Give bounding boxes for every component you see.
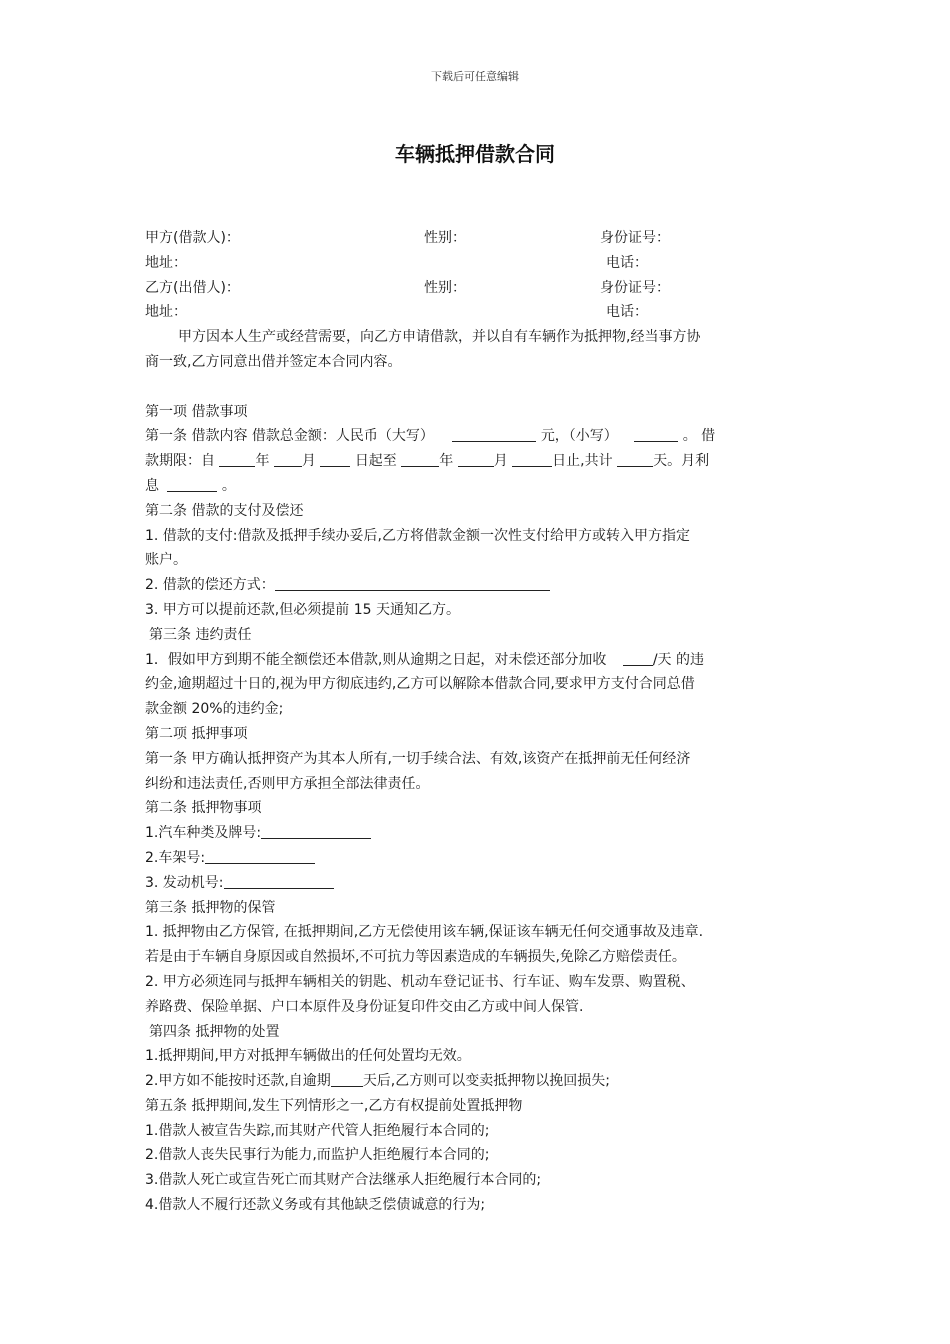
vehicle-type-plate-blank (261, 824, 371, 839)
end-month-blank (458, 452, 494, 467)
monthly-interest-blank (167, 477, 217, 492)
end-day-blank (512, 452, 552, 467)
party-b-gender: 性别： (424, 279, 466, 296)
engine-number-blank (224, 874, 334, 889)
vin-blank (205, 849, 315, 864)
item2-art2-heading: 第二条 抵押物事项 (145, 800, 262, 817)
item2-art2-p2: 2.车架号: (145, 846, 810, 871)
party-b-address: 地址： (145, 304, 187, 321)
party-b-id: 身份证号： (600, 279, 670, 296)
penalty-rate-blank (623, 651, 653, 666)
start-month-blank (274, 452, 302, 467)
party-a-row (145, 226, 810, 251)
item2-art3-p1a: 1. 抵押物由乙方保管, 在抵押期间,乙方无偿使用该车辆,保证该车辆无任何交通事故及违章. (145, 924, 704, 941)
item2-art5-p1: 1.借款人被宣告失踪,而其财产代管人拒绝履行本合同的; (145, 1122, 490, 1139)
item2-art4-p1: 1.抵押期间,甲方对抵押车辆做出的任何处置均无效。 (145, 1048, 471, 1065)
start-day-blank (320, 452, 350, 467)
item1-art3-p1c: 约金,逾期超过十日的,视为甲方彻底违约,乙方可以解除本借款合同,要求甲方支付合同总借 (145, 676, 695, 693)
amount-lowercase-blank (634, 427, 678, 442)
item1-art3-p1d: 款金额 20%的违约金; (145, 701, 284, 718)
item1-art1-line2: 款期限：自 年 月 日起至 年 月 日止,共计 天。月利 (145, 453, 710, 470)
party-b-label: 乙方(出借人)： (145, 279, 240, 296)
term-start: 。 借 (682, 428, 716, 445)
total-days-blank (617, 452, 653, 467)
end-year-blank (401, 452, 439, 467)
document-title: 车辆抵押借款合同 (395, 142, 555, 166)
item1-art3-p1a: 1．假如甲方到期不能全额偿还本借款,则从逾期之日起，对未偿还部分加收 /天 的违 (145, 651, 704, 668)
item2-art3-p2a: 2. 甲方必须连同与抵押车辆相关的钥匙、机动车登记证书、行车证、购车发票、购置税、 (145, 973, 695, 990)
party-b-row (145, 276, 810, 301)
item2-art2-p3: 3. 发动机号: (145, 871, 810, 896)
intro-line-1: 甲方因本人生产或经营需要，向乙方申请借款，并以自有车辆作为抵押物,经当事方协 (178, 329, 701, 346)
item1-art1-line1 (145, 424, 810, 449)
item2-art1-l1: 第一条 甲方确认抵押资产为其本人所有,一切手续合法、有效,该资产在抵押前无任何经济 (145, 750, 691, 767)
party-a-address: 地址： (145, 254, 187, 271)
item2-art4-p2: 2.甲方如不能按时还款,自逾期 天后,乙方则可以变卖抵押物以挽回损失; (145, 1073, 610, 1090)
item2-art5-p3: 3.借款人死亡或宣告死亡而其财产合法继承人拒绝履行本合同的; (145, 1172, 542, 1189)
item2-art3-heading: 第三条 抵押物的保管 (145, 899, 276, 916)
item2-heading: 第二项 抵押事项 (145, 725, 248, 742)
item2-art3-p2b: 养路费、保险单据、户口本原件及身份证复印件交由乙方或中间人保管. (145, 998, 584, 1015)
party-b-address-row (145, 300, 810, 325)
item1-art2-p1b: 账户。 (145, 552, 187, 569)
item2-art1-l2: 纠纷和违法责任,否则甲方承担全部法律责任。 (145, 775, 430, 792)
item2-art3-p1b: 若是由于车辆自身原因或自然损坏,不可抗力等因素造成的车辆损失,免除乙方赔偿责任。 (145, 949, 686, 966)
header-note: 下载后可任意编辑 (431, 70, 519, 83)
item2-art5-p2: 2.借款人丧失民事行为能力,而监护人拒绝履行本合同的; (145, 1147, 490, 1164)
intro-line-2: 商一致,乙方同意出借并签定本合同内容。 (145, 353, 402, 370)
overdue-days-blank (331, 1072, 363, 1087)
item1-art2-heading: 第二条 借款的支付及偿还 (145, 502, 304, 519)
currency-unit: 元，（小写） (540, 428, 618, 445)
loan-content-label: 第一条 借款内容 借款总金额：人民币（大写） (145, 428, 434, 445)
start-year-blank (219, 452, 255, 467)
party-a-id: 身份证号： (600, 230, 670, 246)
repayment-method-blank (275, 576, 550, 591)
item1-art2-p1a: 1. 借款的支付:借款及抵押手续办妥后,乙方将借款金额一次性支付给甲方或转入甲方指定 (145, 527, 690, 544)
item2-art5-p4: 4.借款人不履行还款义务或有其他缺乏偿债诚意的行为; (145, 1197, 486, 1214)
item1-heading: 第一项 借款事项 (145, 403, 248, 420)
item2-art5-heading: 第五条 抵押期间,发生下列情形之一,乙方有权提前处置抵押物 (145, 1097, 523, 1114)
party-a-gender: 性别： (424, 230, 466, 246)
item2-art4-heading: 第四条 抵押物的处置 (149, 1023, 280, 1040)
party-a-label: 甲方(借款人)： (145, 230, 240, 246)
party-a-address-row (145, 251, 810, 276)
item1-art2-p3: 3. 甲方可以提前还款,但必须提前 15 天通知乙方。 (145, 601, 460, 618)
item1-art2-p2: 2. 借款的偿还方式： (145, 573, 810, 598)
item1-art1-line3: 息 。 (145, 477, 236, 494)
party-b-phone: 电话： (606, 304, 648, 321)
party-a-phone: 电话： (606, 254, 648, 271)
amount-uppercase-blank (452, 427, 536, 442)
item1-art3-heading: 第三条 违约责任 (149, 626, 252, 643)
item2-art2-p1: 1.汽车种类及牌号: (145, 821, 810, 846)
contract-body (145, 226, 810, 1218)
